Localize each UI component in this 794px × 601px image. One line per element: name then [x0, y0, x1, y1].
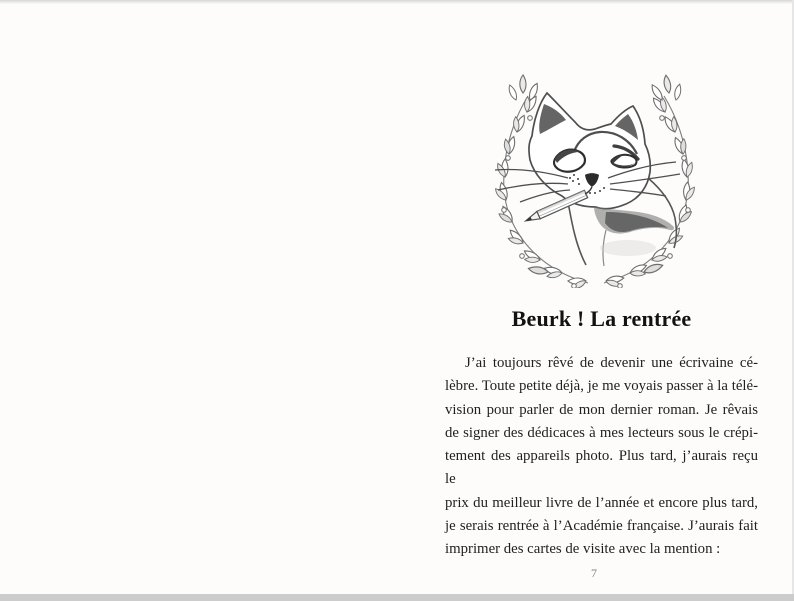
text-line: J’ai toujours rêvé de devenir une écrivaine cé-	[465, 355, 758, 371]
text-line: prix du meilleur livre de l’année et encore plus tard,	[445, 494, 758, 511]
text-line: tement des appareils photo. Plus tard, j’aurais reçu le	[445, 448, 758, 488]
text-line: imprimer des cartes de visite avec la mention :	[445, 541, 721, 557]
text-line: lèbre. Toute petite déjà, je me voyais passer à la télé-	[445, 378, 758, 395]
paragraph	[445, 352, 758, 561]
pencil	[524, 190, 588, 224]
chapter-title: Beurk ! La rentrée	[511, 306, 692, 331]
right-page	[397, 0, 794, 594]
text-line: de signer des dédicaces à mes lecteurs sous le crépi-	[445, 424, 758, 441]
left-page-blank	[0, 0, 397, 594]
chest-shading	[594, 206, 674, 234]
cat-with-pencil-laurel-wreath-illustration	[478, 60, 714, 288]
window-bottom-edge	[0, 594, 794, 601]
right-eye	[611, 155, 636, 168]
text-line: vision pour parler de mon dernier roman. Je rêvais	[445, 401, 758, 418]
page-number: 7	[591, 566, 597, 580]
left-eye	[554, 150, 585, 172]
text-line: je serais rentrée à l’Académie française. J’aurais fait	[445, 517, 758, 534]
neck-shading	[600, 240, 656, 256]
